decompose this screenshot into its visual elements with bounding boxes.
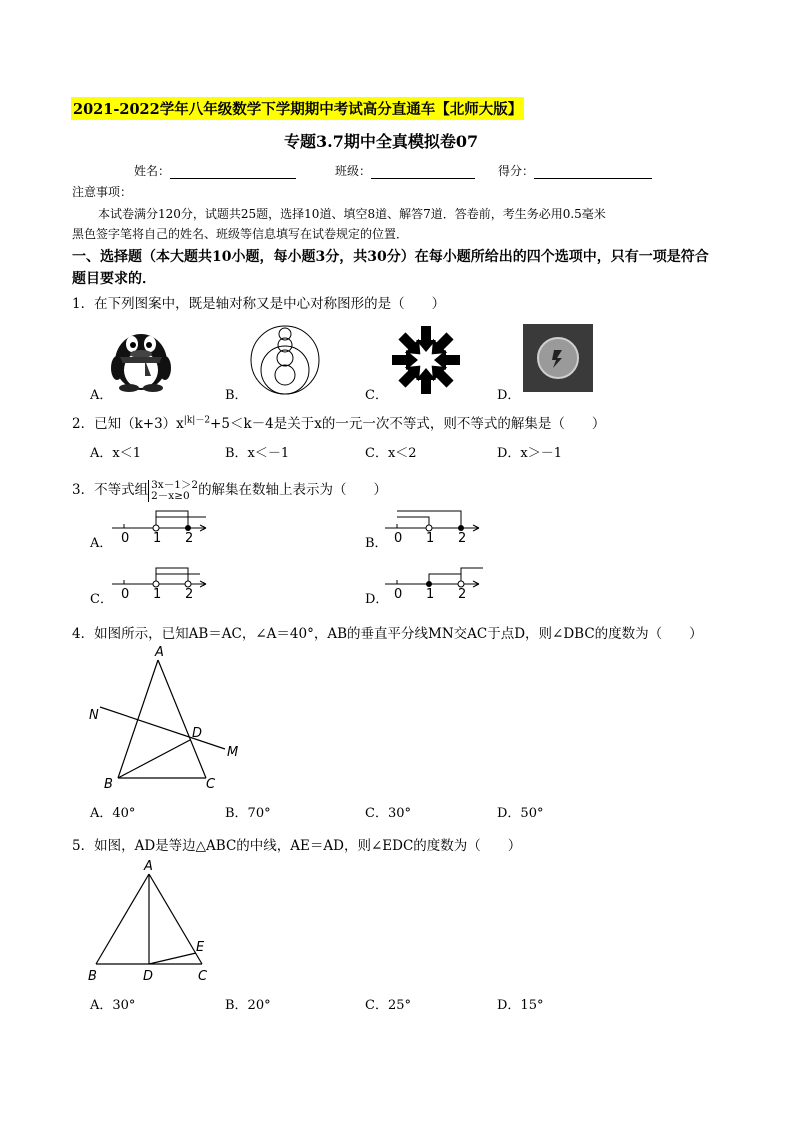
tick-2: 2 [458,531,467,546]
q4-label-m: M [227,745,239,760]
tick-1: 1 [426,531,435,546]
q5-label-c: C [198,969,208,984]
class-blank [371,164,475,179]
q3-option-d[interactable]: D． [365,592,389,607]
q2-stem-end: +5＜k－4是关于x的一元一次不等式，则不等式的解集是（ ） [210,416,606,432]
name-blank [170,164,296,179]
q3-option-c[interactable]: C． [90,592,113,607]
tick-2: 2 [185,587,194,602]
q2-option-b[interactable]: B．x＜－1 [225,446,290,461]
notes-line-2: 黑色签字笔将自己的姓名、班级等信息填写在试卷规定的位置． [72,227,409,241]
score-field [498,162,652,179]
q2-option-a[interactable]: A．x＜1 [90,446,141,461]
section-heading-line-1: 一、选择题（本大题共10小题，每小题3分，共30分）在每小题所给出的四个选项中，只有一项是符合 [72,249,709,265]
q2-exponent: |k|－2 [183,415,211,426]
tick-2: 2 [185,531,194,546]
q3-stem [72,478,387,502]
q4-option-d[interactable]: D．50° [497,806,544,821]
q4-label-d: D [192,726,203,741]
q1-penguin-image [105,324,177,396]
q2-stem [72,412,605,432]
q5-option-d[interactable]: D．15° [497,998,544,1013]
tick-2: 2 [458,587,467,602]
q1-circles-image [249,324,321,400]
notes-line-1: 本试卷满分120分，试题共25题，选择10道、填空8道、解答7道．答卷前，考生务必用0.5毫米 [98,207,606,221]
q5-label-a: A [144,859,153,874]
q4-label-b: B [104,777,113,792]
page-title: 专题3.7期中全真模拟卷07 [284,132,479,151]
q5-label-e: E [196,940,205,955]
q3-system [148,480,198,502]
q3-numberline-b [385,506,485,550]
q3-numberline-c [112,562,212,606]
q1-option-d[interactable]: D． [497,388,521,403]
q5-label-d: D [143,969,154,984]
q5-label-b: B [88,969,97,984]
q5-option-c[interactable]: C．25° [365,998,411,1013]
q3-system-eq1: 3x－1＞2 [151,478,199,491]
q5-triangle-figure [84,858,224,990]
q1-option-a[interactable]: A． [90,388,113,403]
q1-option-b[interactable]: B． [225,388,248,403]
name-field [134,162,296,179]
tick-0: 0 [394,531,403,546]
q2-option-d[interactable]: D．x＞－1 [497,446,563,461]
q4-label-a: A [155,645,164,660]
score-blank [534,164,652,179]
q3-numberline-a [112,506,212,550]
q3-option-a[interactable]: A． [90,536,113,551]
class-label: 班级： [335,164,372,178]
q1-option-c[interactable]: C． [365,388,388,403]
tick-0: 0 [121,531,130,546]
q5-option-a[interactable]: A．30° [90,998,136,1013]
q1-badge-image [523,324,593,396]
q4-option-b[interactable]: B．70° [225,806,271,821]
class-field [335,162,475,179]
q3-option-b[interactable]: B． [365,536,388,551]
notes-label: 注意事项： [72,185,133,199]
q2-option-c[interactable]: C．x＜2 [365,446,417,461]
section-heading-line-2: 题目要求的． [72,271,156,287]
series-banner: 2021-2022学年八年级数学下学期期中考试高分直通车【北师大版】 [71,97,524,120]
q5-stem: 5．如图，AD是等边△ABC的中线，AE＝AD，则∠EDC的度数为（ ） [72,838,522,854]
q4-triangle-figure [80,642,270,801]
q2-stem-start: 2．已知（k+3）x [72,416,184,432]
q3-stem-end: 的解集在数轴上表示为（ ） [198,482,388,498]
tick-0: 0 [121,587,130,602]
score-label: 得分： [498,164,535,178]
tick-1: 1 [153,531,162,546]
q3-system-eq2: 2－x≥0 [151,489,190,502]
q1-arrows-image [388,324,464,400]
name-label: 姓名： [134,164,171,178]
q4-label-c: C [206,777,216,792]
q4-label-n: N [89,708,99,723]
q3-stem-start: 3．不等式组 [72,482,149,498]
q5-option-b[interactable]: B．20° [225,998,271,1013]
q1-stem: 1．在下列图案中，既是轴对称又是中心对称图形的是（ ） [72,296,446,312]
tick-0: 0 [394,587,403,602]
q4-option-c[interactable]: C．30° [365,806,411,821]
q3-numberline-d [385,562,485,606]
tick-1: 1 [426,587,435,602]
tick-1: 1 [153,587,162,602]
q4-option-a[interactable]: A．40° [90,806,136,821]
q4-stem: 4．如图所示，已知AB＝AC，∠A＝40°，AB的垂直平分线MN交AC于点D，则∠DBC的度数为（ ） [72,626,703,642]
